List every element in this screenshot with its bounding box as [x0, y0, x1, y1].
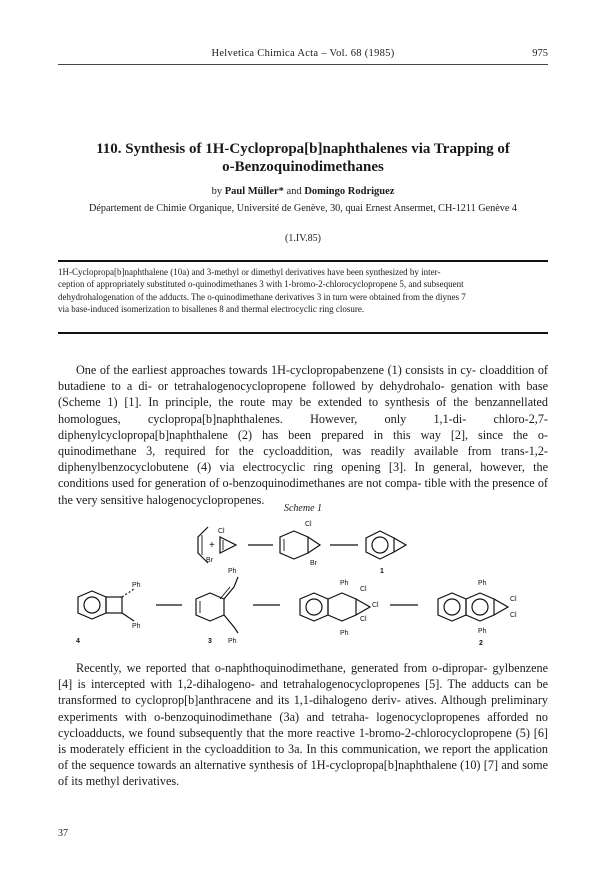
label-ph: Ph [478, 580, 487, 587]
label-ph: Ph [478, 628, 487, 635]
author-1: Paul Müller* [224, 186, 284, 197]
abstract [58, 266, 548, 316]
para-line: genation with base (Scheme 1) [1]. In principle, the route may be extended to synthesis of [58, 379, 548, 410]
title-line-1: 110. Synthesis of 1H-Cyclopropa[b]naphthalenes via Trapping of [96, 141, 510, 157]
para-line: reactive 1-bromo-2-chlorocyclopropene (5) [6] is moderately efficient in the cycloaddition [58, 725, 548, 757]
para-line: logenocyclopropenes afforded no cycloadducts, we found subsequently that the more [58, 709, 548, 740]
abstract-rule-bottom [58, 332, 548, 334]
authors-by: by [211, 186, 223, 197]
dichlorodiphenylcyclopropanaphthalene-structure-2 [438, 593, 508, 621]
body-paragraph-1 [58, 362, 548, 508]
para-line: Recently, we reported that o-naphthoquinodimethane, generated from o-dipropar- [76, 661, 493, 675]
para-line: cloaddition of butadiene to a di- or tetrahalogenocyclopropene followed by dehydrohalo- [58, 363, 548, 394]
label-ph: Ph [132, 582, 141, 589]
header-rule [58, 64, 548, 65]
received-date: (1.IV.85) [285, 233, 321, 244]
label-cl: Cl [305, 521, 312, 528]
article-title [58, 140, 548, 176]
bromochlorocyclopropene-structure [220, 537, 236, 553]
label-cl: Cl [218, 528, 225, 535]
label-ph: Ph [340, 580, 349, 587]
bicyclic-adduct-structure [280, 531, 320, 559]
compound-number-2: 2 [479, 640, 483, 647]
para-line: One of the earliest approaches towards 1H-cyclopropabenzene (1) consists in cy- [76, 363, 480, 377]
para-line: tible with the presence of the very sensitive halogenocyclopropenes. [58, 476, 548, 507]
running-header [58, 48, 548, 64]
para-line: the benzannellated homologues, cyclopropa[b]naphthalenes. However, only 1,1-di- [58, 395, 548, 426]
label-br: Br [310, 560, 317, 567]
label-cl: Cl [372, 602, 379, 609]
label-br: Br [206, 557, 213, 564]
authors [58, 186, 548, 197]
abstract-line: via base-induced isomerization to bisallenes 8 and thermal electrocyclic ring closure. [58, 304, 365, 315]
abstract-rule-top [58, 260, 548, 262]
body-paragraph-2 [58, 660, 548, 790]
abstract-line: ception of appropriately substituted o-quinodimethanes 3 with 1-bromo-2-chlorocyclopropene 5, and subsequent [58, 279, 464, 290]
para-line: trans-1,2-diphenylbenzocyclobutene (4) via electrocyclic ring opening [3]. In general, [58, 444, 548, 475]
scheme-title: Scheme 1 [283, 503, 323, 514]
abstract-line: dehydrohalogenation of the adducts. The o-quinodimethane derivatives 3 in turn were obtained from the diynes 7 [58, 291, 466, 302]
cyclopropabenzene-structure [366, 531, 406, 559]
compound-number-4: 4 [76, 638, 80, 645]
label-cl: Cl [510, 596, 517, 603]
para-line: The adducts can be transformed to cycloprop[b]anthracene and its 1,1-dihalogeno deriv- [58, 677, 549, 708]
abstract-line: 1H-Cyclopropa[b]naphthalene (10a) and 3-methyl or dimethyl derivatives have been synthesized by inter- [58, 267, 441, 277]
label-ph: Ph [228, 638, 237, 645]
benzocyclobutene-structure-4 [78, 589, 134, 621]
footer-signature-number: 37 [58, 828, 68, 839]
label-ph: Ph [132, 623, 141, 630]
label-cl: Cl [510, 612, 517, 619]
label-ph: Ph [340, 630, 349, 637]
label-cl: Cl [360, 616, 367, 623]
para-line: gylbenzene [4] is intercepted with 1,2-dihalogeno- and tetrahalogenocyclopropenes [5]. [58, 661, 548, 692]
affiliation: Département de Chimie Organique, Université de Genève, 30, quai Ernest Ansermet, CH-1211 Genève 4 [88, 203, 518, 214]
compound-number-1: 1 [380, 568, 384, 575]
para-line: however, the conditions used for generation of o-benzoquinodimethanes are not compa- [58, 460, 548, 491]
label-ph: Ph [228, 568, 237, 575]
para-line: derivatives. [122, 774, 180, 789]
quinodimethane-structure-3 [196, 577, 238, 633]
para-line: the o-quinodimethane 3, required for the cycloaddition, was readily available from [58, 427, 548, 459]
title-line-2: o-Benzoquinodimethanes [222, 159, 384, 175]
para-line: to 3a. In this communication, we report the application of the sequence towards an [58, 742, 548, 773]
journal-name: Helvetica Chimica Acta – Vol. 68 (1985) [211, 48, 395, 59]
para-line: atives. Although preliminary experiments with o-benzoquinodimethane (3a) and tetraha- [58, 693, 548, 724]
compound-number-3: 3 [208, 638, 212, 645]
plus-sign: + [209, 540, 215, 551]
label-cl: Cl [360, 586, 367, 593]
scheme-1-figure [58, 515, 548, 655]
page-number: 975 [532, 48, 548, 59]
author-2: Domingo Rodriguez [304, 186, 395, 197]
authors-and: and [286, 186, 302, 197]
para-line: alternative synthesis of 1H-cyclopropa[b]naphthalene (10) [7] and some of its methyl [58, 758, 548, 789]
para-line: chloro-2,7-diphenylcyclopropa[b]naphthalene (2) has been prepared in this way [2], since [58, 411, 548, 442]
